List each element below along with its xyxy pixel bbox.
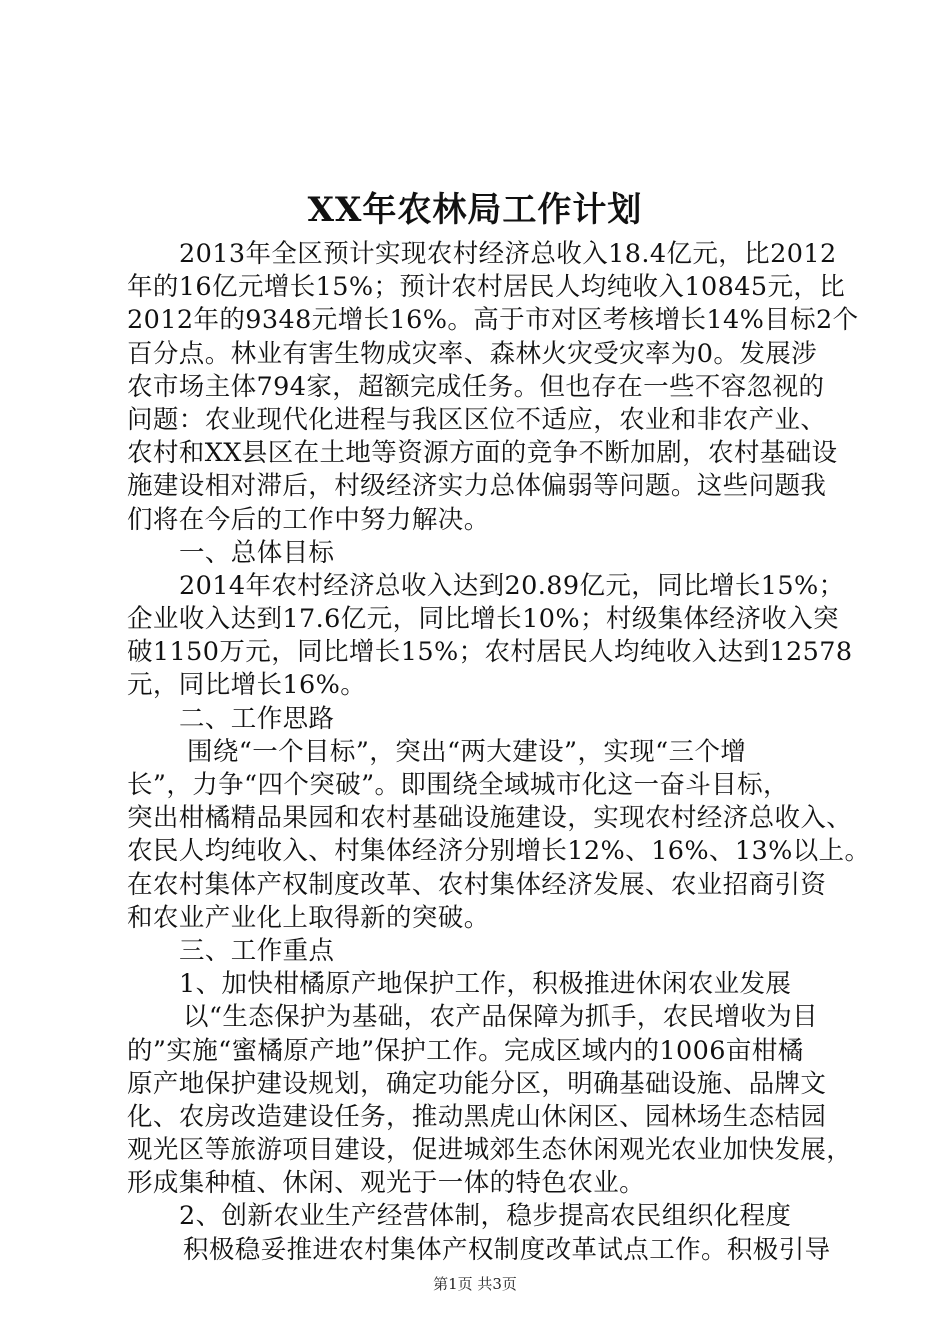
body-line: 施建设相对滞后，村级经济实力总体偏弱等问题。这些问题我 bbox=[127, 471, 827, 502]
body-line: 在农村集体产权制度改革、农村集体经济发展、农业招商引资 bbox=[127, 869, 827, 900]
body-line: 2013年全区预计实现农村经济总收入18.4亿元，比2012 bbox=[179, 239, 837, 269]
body-line: 积极稳妥推进农村集体产权制度改革试点工作。积极引导 bbox=[183, 1234, 831, 1265]
body-line: 问题：农业现代化进程与我区区位不适应，农业和非农产业、 bbox=[127, 404, 827, 435]
body-line: 百分点。林业有害生物成灾率、森林火灾受灾率为0。发展涉 bbox=[127, 338, 818, 369]
body-line: 们将在今后的工作中努力解决。 bbox=[127, 504, 490, 535]
body-line: 的”实施“蜜橘原产地”保护工作。完成区域内的1006亩柑橘 bbox=[127, 1035, 804, 1066]
body-line: 观光区等旅游项目建设，促进城郊生态休闲观光农业加快发展， bbox=[127, 1135, 853, 1166]
body-line: 长”，力争“四个突破”。即围绕全域城市化这一奋斗目标， bbox=[127, 770, 789, 800]
body-line: 企业收入达到17.6亿元，同比增长10%；村级集体经济收入突 bbox=[127, 604, 839, 635]
document-body bbox=[127, 238, 871, 1267]
body-line: 2014年农村经济总收入达到20.89亿元，同比增长15%； bbox=[179, 570, 845, 601]
body-line: 农村和XX县区在土地等资源方面的竞争不断加剧，农村基础设 bbox=[127, 438, 838, 469]
subsection-heading: 1、加快柑橘原产地保护工作，积极推进休闲农业发展 bbox=[179, 969, 792, 1000]
body-line: 农市场主体794家，超额完成任务。但也存在一些不容忽视的 bbox=[127, 371, 825, 402]
body-line: 突出柑橘精品果园和农村基础设施建设，实现农村经济总收入、 bbox=[127, 803, 853, 834]
body-line: 元，同比增长16%。 bbox=[127, 670, 367, 701]
body-line: 形成集种植、休闲、观光于一体的特色农业。 bbox=[127, 1168, 646, 1199]
body-line: 化、农房改造建设任务，推动黑虎山休闲区、园林场生态桔园 bbox=[127, 1101, 827, 1132]
section-heading: 二、工作思路 bbox=[179, 703, 335, 734]
body-line: 和农业产业化上取得新的突破。 bbox=[127, 902, 490, 933]
section-heading: 三、工作重点 bbox=[179, 935, 335, 966]
body-line: 围绕“一个目标”，突出“两大建设”，实现“三个增 bbox=[187, 736, 747, 767]
page-footer: 第1页 共3页 bbox=[433, 1275, 517, 1293]
body-line: 破1150万元，同比增长15%；农村居民人均纯收入达到12578 bbox=[127, 637, 853, 668]
subsection-heading: 2、创新农业生产经营体制，稳步提高农民组织化程度 bbox=[179, 1201, 792, 1232]
document-title: XX年农林局工作计划 bbox=[307, 190, 643, 230]
body-line: 原产地保护建设规划，确定功能分区，明确基础设施、品牌文 bbox=[127, 1068, 827, 1099]
body-line: 2012年的9348元增长16%。高于市对区考核增长14%目标2个 bbox=[127, 305, 859, 336]
body-line: 以“生态保护为基础，农产品保障为抓手，农民增收为目 bbox=[183, 1002, 819, 1033]
body-line: 农民人均纯收入、村集体经济分别增长12%、16%、13%以上。 bbox=[127, 836, 871, 867]
body-line: 年的16亿元增长15%；预计农村居民人均纯收入10845元，比 bbox=[127, 272, 846, 303]
section-heading: 一、总体目标 bbox=[179, 537, 335, 568]
